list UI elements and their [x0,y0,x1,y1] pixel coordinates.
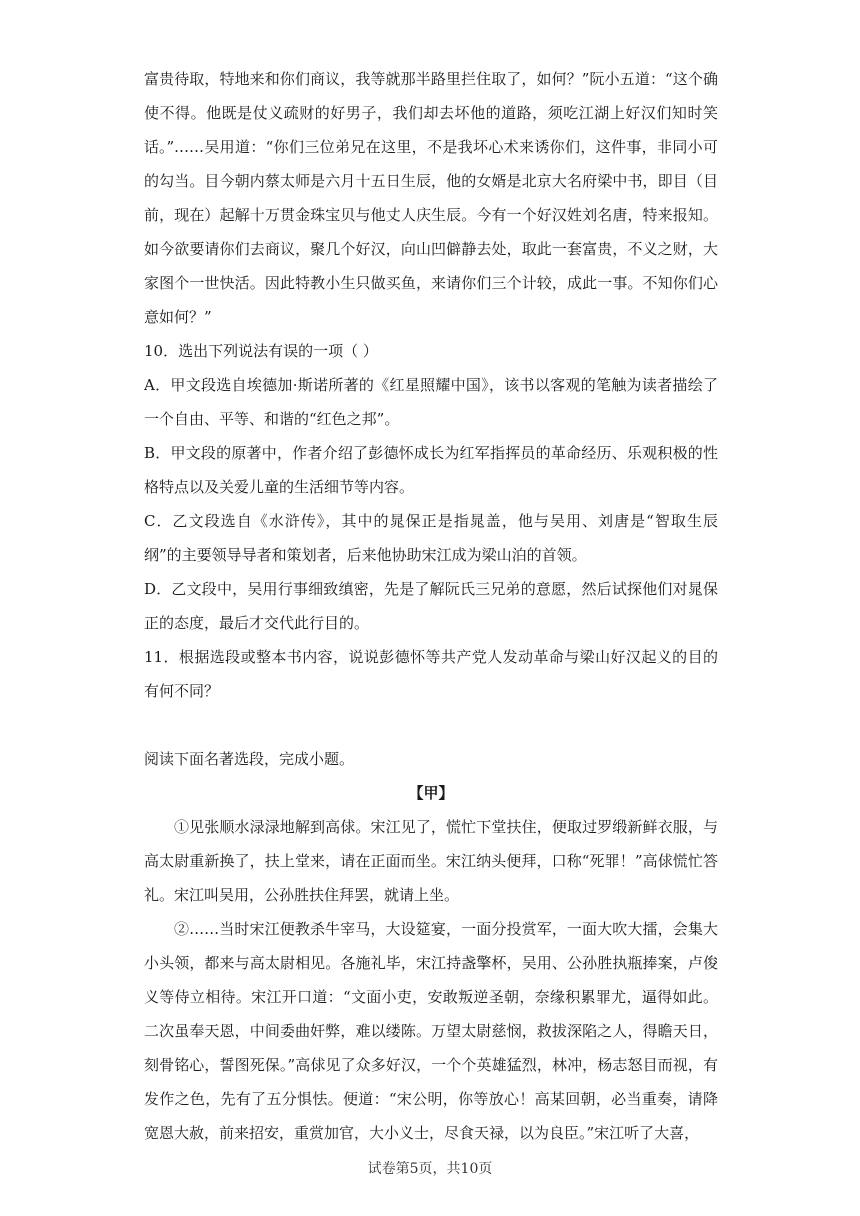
option-d: D．乙文段中，吴用行事细致缜密，先是了解阮氏三兄弟的意愿，然后试探他们对晁保正的态度，最后才交代此行目的。 [144,580,718,632]
passage-continuation: 富贵待取，特地来和你们商议，我等就那半路里拦住取了，如何？”阮小五道：“这个确使不得。他既是仗义疏财的好男子，我们却去坏他的道路，须吃江湖上好汉们知时笑话。” [144,70,718,156]
excerpt-paragraph-1: ①见张顺水渌渌地解到高俅。宋江见了，慌忙下堂扶住，便取过罗缎新鲜衣服，与高太尉重新换了，扶上堂来，请在正面而坐。宋江纳头便拜，口称“死罪！”高俅慌忙答礼。宋江叫吴用，公孙胜扶住拜罢，就请上坐。 [144,818,718,904]
option-c: C．乙文段选自《水浒传》，其中的晁保正是指晁盖，他与吴用、刘唐是“智取生辰纲”的主要领导导者和策划者，后来他协助宋江成为梁山泊的首领。 [144,512,718,564]
question-10: 10．选出下列说法有误的一项（ ） [144,342,378,360]
page-footer: 试卷第5页，共10页 [367,1161,493,1177]
excerpt-paragraph-2: ②……当时宋江便教杀牛宰马，大设筵宴，一面分投赏军，一面大吹大擂，会集大小头领，都来与高太尉相见。各施礼毕，宋江持盏擎杯，吴用、公孙胜执瓶捧案，卢俊义等侍立相待。宋江开口道：“文面小吏，安敢叛逆圣朝，奈缘积累罪尤，逼得如此。二次虽奉天恩，中间委曲奸弊，难以缕陈。万望太尉慈悯，救拔深陷之人，得瞻天日，刻骨铭心，誓图死保。”高俅见了众多好汉，一个个英雄猛烈，林冲，杨志怒目而视，有发作之色，先有了五分惧怯。便道：“宋公明，你等放心！高某回朝，必当重奏，请降宽恩大赦，前来招安，重赏加官，大小义士，尽食天禄，以为良臣。”宋江听了大喜， [144,920,718,1142]
option-b: B．甲文段的原著中，作者介绍了彭德怀成长为红军指挥员的革命经历、乐观积极的性格特点以及关爱儿童的生活细节等内容。 [144,444,718,496]
question-11: 11．根据选段或整本书内容，说说彭德怀等共产党人发动革命与梁山好汉起义的目的有何不同？ [144,648,718,700]
option-a: A．甲文段选自埃德加·斯诺所著的《红星照耀中国》，该书以客观的笔触为读者描绘了一个自由、平等、和谐的“红色之邦”。 [144,376,718,428]
passage-wu-yong: ……吴用道：“你们三位弟兄在这里，不是我坏心术来诱你们，这件事，非同小可的勾当。目今朝内蔡太师是六月十五日生辰，他的女婿是北京大名府梁中书，即目（目前，现在）起解十万贯金珠宝贝与他丈人庆生辰。今有一个好汉姓刘名唐，特来报知。如今欲要请你们去商议，聚几个好汉，向山凹僻静去处，取此一套富贵，不义之财，大家图个一世快活。因此特教小生只做买鱼，来请你们三个计较，成此一事。不知你们心意如何？” [144,138,718,326]
section-title-jia: 【甲】 [408,784,454,802]
reading-instruction: 阅读下面名著选段，完成小题。 [144,750,355,768]
